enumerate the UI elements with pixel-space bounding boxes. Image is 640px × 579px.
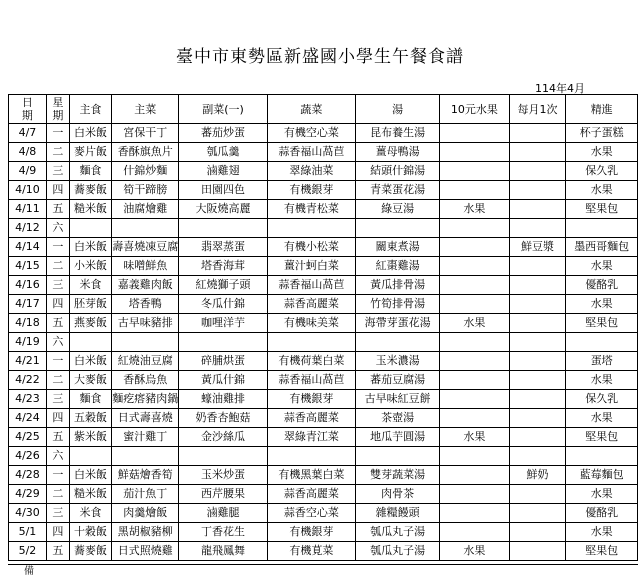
cell-weekday: 四 xyxy=(46,523,69,542)
cell-staple xyxy=(69,219,111,238)
header-extra: 精進 xyxy=(566,95,638,124)
cell-main-dish: 香酥旗魚片 xyxy=(112,143,179,162)
cell-extra: 水果 xyxy=(566,295,638,314)
cell-side-dish: 蕃茄炒蛋 xyxy=(179,124,267,143)
cell-side-dish: 冬瓜什錦 xyxy=(179,295,267,314)
cell-main-dish: 鮮菇燴香筍 xyxy=(112,466,179,485)
cell-monthly xyxy=(509,181,566,200)
cell-side-dish: 翡翠蒸蛋 xyxy=(179,238,267,257)
table-row xyxy=(9,124,638,143)
table-row xyxy=(9,181,638,200)
cell-main-dish: 肉羹燴飯 xyxy=(112,504,179,523)
cell-staple: 蕎麥飯 xyxy=(69,542,111,561)
cell-monthly xyxy=(509,276,566,295)
cell-monthly xyxy=(509,314,566,333)
cell-main-dish: 蜜汁雞丁 xyxy=(112,428,179,447)
cell-vegetable: 有機味美菜 xyxy=(267,314,355,333)
cell-date: 4/19 xyxy=(9,333,47,352)
cell-date: 4/16 xyxy=(9,276,47,295)
cell-date: 4/12 xyxy=(9,219,47,238)
cell-side-dish: 滷雞腿 xyxy=(179,504,267,523)
cell-date: 4/17 xyxy=(9,295,47,314)
cell-fruit xyxy=(440,219,509,238)
cell-fruit xyxy=(440,257,509,276)
cell-side-dish: 田園四色 xyxy=(179,181,267,200)
cell-main-dish: 什錦炒麵 xyxy=(112,162,179,181)
cell-vegetable: 蒜香福山萵苣 xyxy=(267,276,355,295)
cell-staple: 米食 xyxy=(69,504,111,523)
cell-soup: 瓠瓜丸子湯 xyxy=(356,542,440,561)
cell-weekday: 二 xyxy=(46,371,69,390)
cell-date: 4/29 xyxy=(9,485,47,504)
cell-extra: 保久乳 xyxy=(566,390,638,409)
cell-vegetable: 有機空心菜 xyxy=(267,124,355,143)
cell-extra: 堅果包 xyxy=(566,542,638,561)
cell-soup: 結頭什錦湯 xyxy=(356,162,440,181)
cell-vegetable: 翠綠青江菜 xyxy=(267,428,355,447)
cell-vegetable: 薑汁蚵白菜 xyxy=(267,257,355,276)
cell-soup xyxy=(356,333,440,352)
cell-fruit: 水果 xyxy=(440,428,509,447)
page-title: 臺中市東勢區新盛國小學生午餐食譜 xyxy=(176,47,464,67)
table-row xyxy=(9,257,638,276)
cell-staple: 五穀飯 xyxy=(69,409,111,428)
cell-fruit xyxy=(440,371,509,390)
cell-monthly xyxy=(509,428,566,447)
cell-soup: 竹筍排骨湯 xyxy=(356,295,440,314)
cell-soup: 蕃茄豆腐湯 xyxy=(356,371,440,390)
table-row xyxy=(9,143,638,162)
cell-monthly xyxy=(509,523,566,542)
cell-soup: 雙芽蔬菜湯 xyxy=(356,466,440,485)
cell-date: 4/11 xyxy=(9,200,47,219)
cell-date: 4/24 xyxy=(9,409,47,428)
cell-side-dish: 金沙絲瓜 xyxy=(179,428,267,447)
cell-monthly xyxy=(509,504,566,523)
cell-fruit xyxy=(440,447,509,466)
cell-vegetable: 有機銀芽 xyxy=(267,181,355,200)
cell-date: 4/14 xyxy=(9,238,47,257)
cell-side-dish: 大阪燒高麗 xyxy=(179,200,267,219)
cell-main-dish: 古早味豬排 xyxy=(112,314,179,333)
cell-staple: 糙米飯 xyxy=(69,485,111,504)
cell-date: 4/18 xyxy=(9,314,47,333)
cell-vegetable: 有機荷葉白菜 xyxy=(267,352,355,371)
cell-side-dish: 蠔油雞排 xyxy=(179,390,267,409)
cell-extra: 保久乳 xyxy=(566,162,638,181)
cell-staple: 蕎麥飯 xyxy=(69,181,111,200)
table-row xyxy=(9,428,638,447)
cell-staple xyxy=(69,333,111,352)
cell-side-dish: 塔香海茸 xyxy=(179,257,267,276)
cell-weekday: 三 xyxy=(46,276,69,295)
cell-fruit xyxy=(440,352,509,371)
cell-weekday: 四 xyxy=(46,295,69,314)
cell-extra: 優酪乳 xyxy=(566,276,638,295)
cell-weekday: 二 xyxy=(46,257,69,276)
cell-extra xyxy=(566,447,638,466)
cell-weekday: 五 xyxy=(46,428,69,447)
cell-monthly xyxy=(509,162,566,181)
cell-date: 4/30 xyxy=(9,504,47,523)
header-staple: 主食 xyxy=(69,95,111,124)
cell-monthly xyxy=(509,200,566,219)
cell-main-dish: 日式壽喜燒 xyxy=(112,409,179,428)
cell-date: 4/22 xyxy=(9,371,47,390)
cell-staple: 白米飯 xyxy=(69,124,111,143)
table-row xyxy=(9,162,638,181)
table-row xyxy=(9,219,638,238)
cell-soup: 雜糧饅頭 xyxy=(356,504,440,523)
cell-extra: 墨西哥麵包 xyxy=(566,238,638,257)
cell-extra: 藍莓麵包 xyxy=(566,466,638,485)
cell-main-dish: 日式照燒雞 xyxy=(112,542,179,561)
cell-main-dish: 紅燒油豆腐 xyxy=(112,352,179,371)
cell-staple: 白米飯 xyxy=(69,466,111,485)
cell-extra: 水果 xyxy=(566,181,638,200)
cell-weekday: 六 xyxy=(46,447,69,466)
cell-date: 4/25 xyxy=(9,428,47,447)
cell-side-dish: 奶香杏鮑菇 xyxy=(179,409,267,428)
cell-staple: 糙米飯 xyxy=(69,200,111,219)
cell-fruit xyxy=(440,124,509,143)
cell-fruit xyxy=(440,276,509,295)
cell-fruit xyxy=(440,523,509,542)
cell-extra: 水果 xyxy=(566,409,638,428)
cell-vegetable: 有機黑葉白菜 xyxy=(267,466,355,485)
cell-main-dish: 壽喜燒凍豆腐 xyxy=(112,238,179,257)
cell-monthly xyxy=(509,371,566,390)
cell-weekday: 五 xyxy=(46,314,69,333)
cell-soup: 關東煮湯 xyxy=(356,238,440,257)
cell-vegetable: 翠綠油菜 xyxy=(267,162,355,181)
cell-weekday: 四 xyxy=(46,409,69,428)
header-main-dish: 主菜 xyxy=(112,95,179,124)
cell-soup: 茶壺湯 xyxy=(356,409,440,428)
cell-fruit xyxy=(440,143,509,162)
table-row xyxy=(9,352,638,371)
cell-monthly xyxy=(509,295,566,314)
cell-staple: 米食 xyxy=(69,276,111,295)
cell-vegetable xyxy=(267,333,355,352)
cell-monthly: 鮮奶 xyxy=(509,466,566,485)
cell-vegetable: 蒜香福山萵苣 xyxy=(267,143,355,162)
lunch-menu-table xyxy=(8,94,638,561)
cell-weekday: 四 xyxy=(46,181,69,200)
cell-vegetable: 有機莧菜 xyxy=(267,542,355,561)
cell-monthly xyxy=(509,352,566,371)
cell-date: 4/8 xyxy=(9,143,47,162)
cell-monthly xyxy=(509,390,566,409)
cell-monthly xyxy=(509,124,566,143)
cell-date: 4/26 xyxy=(9,447,47,466)
cell-monthly xyxy=(509,485,566,504)
cell-main-dish: 筍干蹄膀 xyxy=(112,181,179,200)
table-row xyxy=(9,523,638,542)
cell-soup: 紅棗雞湯 xyxy=(356,257,440,276)
cell-soup: 黃瓜排骨湯 xyxy=(356,276,440,295)
cell-weekday: 五 xyxy=(46,542,69,561)
cell-weekday: 五 xyxy=(46,200,69,219)
table-row xyxy=(9,542,638,561)
cell-date: 5/1 xyxy=(9,523,47,542)
cell-weekday: 三 xyxy=(46,390,69,409)
cell-extra: 優酪乳 xyxy=(566,504,638,523)
cell-fruit xyxy=(440,181,509,200)
cell-monthly xyxy=(509,257,566,276)
footer-label: 備 xyxy=(24,566,34,577)
cell-staple: 白米飯 xyxy=(69,238,111,257)
cell-date: 4/21 xyxy=(9,352,47,371)
cell-main-dish: 黑胡椒豬柳 xyxy=(112,523,179,542)
cell-vegetable xyxy=(267,219,355,238)
cell-main-dish: 茄汁魚丁 xyxy=(112,485,179,504)
cell-staple: 麵食 xyxy=(69,390,111,409)
table-row xyxy=(9,371,638,390)
table-row xyxy=(9,466,638,485)
cell-monthly xyxy=(509,409,566,428)
cell-extra: 堅果包 xyxy=(566,428,638,447)
table-row xyxy=(9,504,638,523)
cell-fruit xyxy=(440,466,509,485)
cell-fruit xyxy=(440,409,509,428)
month-label: 114年4月 xyxy=(535,82,585,95)
cell-weekday: 一 xyxy=(46,466,69,485)
cell-date: 4/7 xyxy=(9,124,47,143)
cell-side-dish: 瓠瓜羹 xyxy=(179,143,267,162)
header-side-dish: 副菜(一) xyxy=(179,95,267,124)
cell-main-dish: 味噌鮮魚 xyxy=(112,257,179,276)
cell-fruit: 水果 xyxy=(440,314,509,333)
cell-main-dish xyxy=(112,333,179,352)
cell-soup: 青菜蛋花湯 xyxy=(356,181,440,200)
cell-staple: 白米飯 xyxy=(69,352,111,371)
cell-soup: 瓠瓜丸子湯 xyxy=(356,523,440,542)
cell-staple: 麥片飯 xyxy=(69,143,111,162)
cell-side-dish: 碎脯烘蛋 xyxy=(179,352,267,371)
cell-extra: 堅果包 xyxy=(566,314,638,333)
cell-vegetable: 有機銀芽 xyxy=(267,523,355,542)
menu-body xyxy=(9,124,638,561)
cell-soup: 薑母鴨湯 xyxy=(356,143,440,162)
header-date: 日 期 xyxy=(9,95,47,124)
cell-main-dish: 宮保干丁 xyxy=(112,124,179,143)
cell-staple: 燕麥飯 xyxy=(69,314,111,333)
cell-fruit xyxy=(440,504,509,523)
header-row xyxy=(9,95,638,124)
header-vegetable: 蔬菜 xyxy=(267,95,355,124)
cell-side-dish xyxy=(179,333,267,352)
cell-fruit xyxy=(440,485,509,504)
cell-vegetable: 有機銀芽 xyxy=(267,390,355,409)
cell-weekday: 一 xyxy=(46,124,69,143)
cell-staple: 麵食 xyxy=(69,162,111,181)
cell-main-dish: 塔香鴨 xyxy=(112,295,179,314)
cell-date: 4/9 xyxy=(9,162,47,181)
cell-date: 4/23 xyxy=(9,390,47,409)
cell-weekday: 二 xyxy=(46,143,69,162)
cell-main-dish: 香酥烏魚 xyxy=(112,371,179,390)
cell-soup: 海帶芽蛋花湯 xyxy=(356,314,440,333)
cell-staple xyxy=(69,447,111,466)
table-row xyxy=(9,238,638,257)
cell-staple: 紫米飯 xyxy=(69,428,111,447)
cell-fruit: 水果 xyxy=(440,542,509,561)
cell-main-dish xyxy=(112,447,179,466)
cell-extra: 堅果包 xyxy=(566,200,638,219)
cell-staple: 小米飯 xyxy=(69,257,111,276)
cell-vegetable xyxy=(267,447,355,466)
table-row xyxy=(9,314,638,333)
cell-monthly: 鮮豆漿 xyxy=(509,238,566,257)
cell-extra xyxy=(566,333,638,352)
table-row xyxy=(9,295,638,314)
cell-extra: 蛋塔 xyxy=(566,352,638,371)
cell-vegetable: 蒜香福山萵苣 xyxy=(267,371,355,390)
header-soup: 湯 xyxy=(356,95,440,124)
cell-main-dish: 油腐燴雞 xyxy=(112,200,179,219)
cell-vegetable: 蒜香高麗菜 xyxy=(267,409,355,428)
table-row xyxy=(9,333,638,352)
cell-extra: 水果 xyxy=(566,257,638,276)
cell-monthly xyxy=(509,219,566,238)
cell-fruit xyxy=(440,238,509,257)
cell-soup: 綠豆湯 xyxy=(356,200,440,219)
cell-fruit xyxy=(440,295,509,314)
cell-weekday: 一 xyxy=(46,352,69,371)
cell-weekday: 三 xyxy=(46,162,69,181)
cell-main-dish: 嘉義雞肉飯 xyxy=(112,276,179,295)
cell-vegetable: 有機青松菜 xyxy=(267,200,355,219)
table-row xyxy=(9,409,638,428)
cell-weekday: 二 xyxy=(46,485,69,504)
cell-soup xyxy=(356,219,440,238)
cell-weekday: 三 xyxy=(46,504,69,523)
cell-extra: 水果 xyxy=(566,485,638,504)
cell-extra: 杯子蛋糕 xyxy=(566,124,638,143)
cell-side-dish: 西芹腰果 xyxy=(179,485,267,504)
cell-date: 4/10 xyxy=(9,181,47,200)
cell-soup xyxy=(356,447,440,466)
cell-extra: 水果 xyxy=(566,143,638,162)
cell-weekday: 一 xyxy=(46,238,69,257)
cell-staple: 大麥飯 xyxy=(69,371,111,390)
cell-vegetable: 有機小松菜 xyxy=(267,238,355,257)
cell-fruit xyxy=(440,333,509,352)
cell-date: 4/28 xyxy=(9,466,47,485)
table-row xyxy=(9,276,638,295)
table-row xyxy=(9,447,638,466)
cell-fruit xyxy=(440,390,509,409)
cell-soup: 昆布養生湯 xyxy=(356,124,440,143)
cell-soup: 古早味紅豆餅 xyxy=(356,390,440,409)
cell-soup: 地瓜芋圓湯 xyxy=(356,428,440,447)
table-row xyxy=(9,390,638,409)
cell-fruit: 水果 xyxy=(440,200,509,219)
cell-staple: 十穀飯 xyxy=(69,523,111,542)
cell-side-dish: 咖哩洋芋 xyxy=(179,314,267,333)
cell-extra xyxy=(566,219,638,238)
cell-extra: 水果 xyxy=(566,371,638,390)
cell-vegetable: 蒜香高麗菜 xyxy=(267,485,355,504)
cell-soup: 玉米濃湯 xyxy=(356,352,440,371)
cell-monthly xyxy=(509,143,566,162)
cell-weekday: 六 xyxy=(46,333,69,352)
cell-monthly xyxy=(509,333,566,352)
cell-monthly xyxy=(509,447,566,466)
table-row xyxy=(9,485,638,504)
cell-side-dish: 丁香花生 xyxy=(179,523,267,542)
cell-side-dish: 玉米炒蛋 xyxy=(179,466,267,485)
cell-vegetable: 蒜香空心菜 xyxy=(267,504,355,523)
cell-side-dish: 黃瓜什錦 xyxy=(179,371,267,390)
cell-fruit xyxy=(440,162,509,181)
cell-main-dish xyxy=(112,219,179,238)
cell-side-dish: 龍飛鳳舞 xyxy=(179,542,267,561)
cell-side-dish: 紅燒獅子頭 xyxy=(179,276,267,295)
cell-side-dish: 滷雞翅 xyxy=(179,162,267,181)
header-fruit: 10元水果 xyxy=(440,95,509,124)
cell-staple: 胚芽飯 xyxy=(69,295,111,314)
cell-side-dish xyxy=(179,219,267,238)
cell-extra: 水果 xyxy=(566,523,638,542)
cell-soup: 肉骨茶 xyxy=(356,485,440,504)
cell-side-dish xyxy=(179,447,267,466)
table-row xyxy=(9,200,638,219)
cell-weekday: 六 xyxy=(46,219,69,238)
cell-vegetable: 蒜香高麗菜 xyxy=(267,295,355,314)
header-weekday: 星 期 xyxy=(46,95,69,124)
cell-monthly xyxy=(509,542,566,561)
header-monthly: 每月1次 xyxy=(509,95,566,124)
cell-main-dish: 麵疙瘩豬肉鍋 xyxy=(112,390,179,409)
cell-date: 4/15 xyxy=(9,257,47,276)
cell-date: 5/2 xyxy=(9,542,47,561)
